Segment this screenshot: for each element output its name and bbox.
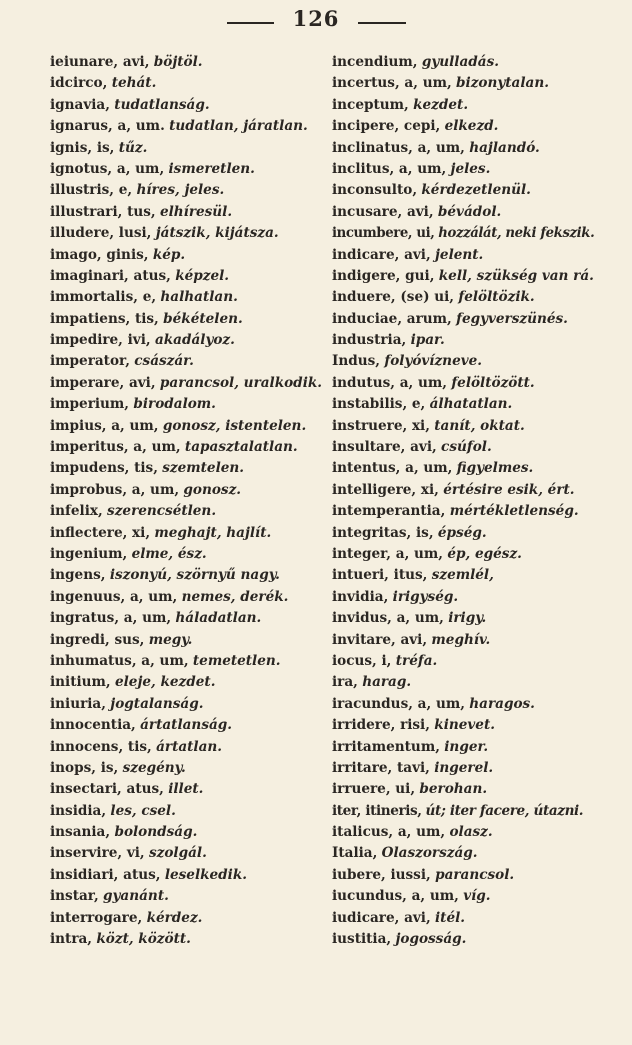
dictionary-entry [332, 266, 594, 287]
latin-headword: imperator, [50, 353, 130, 370]
hungarian-translation: gonosz. [183, 481, 242, 498]
hungarian-translation: elkezd. [444, 118, 499, 135]
dictionary-entry [50, 822, 322, 843]
hungarian-translation: ismeretlen. [168, 160, 255, 177]
hungarian-translation: fegyverszünés. [456, 310, 568, 327]
dictionary-entry [332, 758, 594, 779]
latin-headword: induere, (se) ui, [332, 289, 455, 306]
dictionary-entry [332, 416, 594, 437]
hungarian-translation: eleje, kezdet. [114, 674, 216, 691]
dictionary-entry [50, 287, 322, 308]
dictionary-entry [332, 715, 594, 736]
dictionary-entry [50, 223, 322, 244]
hungarian-translation: gyanánt. [103, 888, 169, 905]
hungarian-translation: ingerel. [434, 759, 494, 776]
dictionary-entry [50, 630, 322, 651]
latin-headword: invitare, avi, [332, 631, 428, 648]
latin-headword: ignavia, [50, 96, 110, 113]
hungarian-translation: tapasztalatlan. [184, 439, 298, 456]
page-number: 126 [292, 6, 340, 31]
dictionary-entry [332, 330, 594, 351]
hungarian-translation: ártatlan. [156, 738, 223, 755]
latin-headword: initium, [50, 674, 111, 691]
hungarian-translation: meghív. [431, 631, 491, 648]
dictionary-entry [332, 480, 594, 501]
latin-headword: instruere, xi, [332, 417, 430, 434]
latin-headword: incusare, avi, [332, 203, 434, 220]
hungarian-translation: bizonytalan. [456, 75, 549, 92]
hungarian-translation: megy. [148, 631, 193, 648]
dictionary-entry [50, 587, 322, 608]
hungarian-translation: szemtelen. [162, 460, 245, 477]
latin-headword: irritamentum, [332, 738, 440, 755]
dictionary-entry [50, 480, 322, 501]
latin-headword: iubere, iussi, [332, 866, 431, 883]
dictionary-entry [50, 159, 322, 180]
dictionary-entry [332, 565, 594, 586]
latin-headword: industria, [332, 332, 407, 349]
hungarian-translation: békételen. [163, 310, 243, 327]
hungarian-translation: felöltözik. [458, 289, 535, 306]
hungarian-translation: szegény. [122, 759, 186, 776]
dictionary-entry [332, 95, 594, 116]
hungarian-translation: illet. [168, 781, 204, 798]
hungarian-translation: szolgál. [148, 845, 207, 862]
latin-headword: interrogare, [50, 909, 143, 926]
hungarian-translation: háladatlan. [175, 610, 262, 627]
hungarian-translation: akadályoz. [154, 332, 235, 349]
hungarian-translation: szemlél, [431, 567, 494, 584]
latin-headword: ingredi, sus, [50, 631, 145, 648]
latin-headword: inconsulto, [332, 182, 418, 199]
hungarian-translation: itél. [435, 909, 466, 926]
latin-headword: imago, ginis, [50, 246, 149, 263]
latin-headword: iudicare, avi, [332, 909, 431, 926]
dictionary-entry [50, 437, 322, 458]
hungarian-translation: elhíresül. [159, 203, 233, 220]
dictionary-entry [50, 202, 322, 223]
latin-headword: invidus, a, um, [332, 610, 444, 627]
dictionary-entry [332, 630, 594, 651]
hungarian-translation: parancsol, uralkodik. [159, 374, 323, 391]
hungarian-translation: haragos. [469, 695, 535, 712]
dictionary-entry [50, 908, 322, 929]
latin-headword: iustitia, [332, 931, 392, 948]
dictionary-entry [50, 501, 322, 522]
latin-headword: inclitus, a, um, [332, 160, 447, 177]
latin-headword: incumbere, ui, [332, 225, 435, 242]
latin-headword: ignotus, a, um, [50, 160, 165, 177]
latin-headword: Indus, [332, 353, 381, 370]
latin-headword: iucundus, a, um, [332, 888, 459, 905]
latin-headword: imperare, avi, [50, 374, 156, 391]
latin-headword: inclinatus, a, um, [332, 139, 465, 156]
hungarian-translation: víg. [463, 888, 491, 905]
latin-headword: incendium, [332, 54, 418, 70]
latin-headword: ingenium, [50, 545, 128, 562]
latin-headword: irridere, risi, [332, 717, 430, 734]
latin-headword: impatiens, tis, [50, 310, 159, 327]
hungarian-translation: temetetlen. [192, 652, 281, 669]
latin-headword: impius, a, um, [50, 417, 159, 434]
latin-headword: induciae, arum, [332, 310, 452, 327]
hungarian-translation: halhatlan. [160, 289, 238, 306]
hungarian-translation: leselkedik. [164, 866, 247, 883]
latin-headword: imperium, [50, 396, 130, 413]
dictionary-entry [50, 544, 322, 565]
latin-headword: indigere, gui, [332, 267, 435, 284]
dictionary-entry [50, 95, 322, 116]
dictionary-entry [50, 245, 322, 266]
dictionary-entry [50, 886, 322, 907]
hungarian-translation: híres, jeles. [136, 182, 225, 199]
hungarian-translation: hozzálát, neki fekszik. [438, 225, 595, 242]
hungarian-translation: iszonyú, szörnyű nagy. [109, 567, 280, 584]
hungarian-translation: kinevet. [434, 717, 495, 734]
dictionary-entry [50, 737, 322, 758]
latin-headword: iocus, i, [332, 652, 392, 669]
dictionary-entry [332, 73, 594, 94]
dictionary-entry [332, 351, 594, 372]
latin-headword: incipere, cepi, [332, 118, 441, 135]
hungarian-translation: jogtalanság. [110, 695, 204, 712]
latin-headword: insidia, [50, 802, 107, 819]
hungarian-translation: kell, szükség van rá. [438, 267, 594, 284]
latin-headword: illustris, e, [50, 182, 133, 199]
dictionary-entry [332, 908, 594, 929]
hungarian-translation: harag. [362, 674, 412, 691]
hungarian-translation: játszik, kijátsza. [155, 225, 279, 242]
dictionary-entry [332, 287, 594, 308]
dictionary-entry [50, 309, 322, 330]
dictionary-entry [50, 180, 322, 201]
dictionary-entry [50, 523, 322, 544]
dictionary-entry [50, 843, 322, 864]
hungarian-translation: kérdez. [146, 909, 203, 926]
hungarian-translation: bolondság. [114, 824, 198, 841]
hungarian-translation: nemes, derék. [181, 588, 289, 605]
hungarian-translation: inger. [444, 738, 489, 755]
dictionary-entry [332, 501, 594, 522]
dictionary-entry [332, 202, 594, 223]
dictionary-entry [332, 801, 594, 822]
hungarian-translation: császár. [134, 353, 194, 370]
dictionary-entry [50, 330, 322, 351]
hungarian-translation: parancsol. [435, 866, 515, 883]
dictionary-entry [50, 565, 322, 586]
dictionary-entry [332, 223, 595, 244]
hungarian-translation: mértékletlenség. [449, 503, 579, 520]
dictionary-entry [50, 694, 322, 715]
dictionary-entry [50, 865, 322, 886]
hungarian-translation: meghajt, hajlít. [154, 524, 272, 541]
latin-headword: impedire, ivi, [50, 332, 151, 349]
latin-headword: inops, is, [50, 759, 119, 776]
dictionary-entry [332, 608, 594, 629]
dictionary-entry [50, 929, 322, 950]
page-header [0, 6, 632, 32]
header-rule-right [358, 22, 406, 24]
latin-headword: insidiari, atus, [50, 866, 161, 883]
hungarian-translation: felöltözött. [451, 374, 535, 391]
hungarian-translation: ipar. [410, 332, 445, 349]
hungarian-translation: tanít, oktat. [434, 417, 525, 434]
dictionary-entry [332, 672, 594, 693]
latin-headword: ira, [332, 674, 358, 691]
dictionary-entry [50, 715, 322, 736]
hungarian-translation: közt, között. [96, 931, 191, 948]
latin-headword: integritas, is, [332, 524, 434, 541]
dictionary-entry [332, 544, 594, 565]
dictionary-entry [332, 843, 594, 864]
hungarian-translation: tűz. [118, 139, 148, 156]
latin-headword: incertus, a, um, [332, 75, 452, 92]
dictionary-entry [50, 672, 322, 693]
dictionary-entry [332, 52, 594, 73]
dictionary-entry [50, 394, 322, 415]
dictionary-entry [332, 929, 594, 950]
dictionary-entry [332, 138, 594, 159]
dictionary-entry [50, 458, 322, 479]
dictionary-entry [332, 587, 594, 608]
hungarian-translation: kérdezetlenül. [421, 182, 531, 199]
dictionary-entry [50, 608, 322, 629]
latin-headword: irruere, ui, [332, 781, 416, 798]
hungarian-translation: kép. [152, 246, 186, 263]
dictionary-entry [50, 651, 322, 672]
dictionary-entry [332, 180, 594, 201]
dictionary-entry [50, 52, 322, 73]
latin-headword: infelix, [50, 503, 103, 520]
dictionary-entry [50, 116, 322, 137]
latin-headword: iniuria, [50, 695, 106, 712]
latin-headword: indutus, a, um, [332, 374, 447, 391]
dictionary-entry [332, 373, 594, 394]
hungarian-translation: bévádol. [437, 203, 502, 220]
dictionary-entry [332, 437, 594, 458]
latin-headword: inceptum, [332, 96, 409, 113]
dictionary-entry [332, 245, 594, 266]
latin-headword: iracundus, a, um, [332, 695, 465, 712]
dictionary-entry [332, 779, 594, 800]
latin-headword: impudens, tis, [50, 460, 158, 477]
latin-headword: instar, [50, 888, 99, 905]
hungarian-translation: les, csel. [110, 802, 176, 819]
latin-headword: intentus, a, um, [332, 460, 453, 477]
hungarian-translation: folyóvízneve. [384, 353, 482, 370]
dictionary-entry [50, 416, 322, 437]
latin-headword: intueri, itus, [332, 567, 428, 584]
hungarian-translation: tréfa. [395, 652, 438, 669]
dictionary-entry [50, 266, 322, 287]
hungarian-translation: birodalom. [133, 396, 216, 413]
hungarian-translation: tudatlanság. [114, 96, 210, 113]
dictionary-entry [50, 779, 322, 800]
hungarian-translation: figyelmes. [456, 460, 534, 477]
latin-headword: ignarus, a, um. [50, 118, 165, 135]
latin-headword: inservire, vi, [50, 845, 145, 862]
dictionary-entry [332, 886, 594, 907]
dictionary-entry [332, 309, 594, 330]
latin-headword: iter, itineris, [332, 802, 422, 819]
latin-headword: imperitus, a, um, [50, 439, 181, 456]
latin-headword: ingenuus, a, um, [50, 588, 178, 605]
hungarian-translation: irigység. [392, 588, 459, 605]
latin-headword: illudere, lusi, [50, 225, 152, 242]
latin-headword: insectari, atus, [50, 781, 164, 798]
latin-headword: ingens, [50, 567, 106, 584]
hungarian-translation: épség. [437, 524, 487, 541]
dictionary-entry [332, 651, 594, 672]
hungarian-translation: hajlandó. [469, 139, 540, 156]
dictionary-entry [332, 694, 594, 715]
hungarian-translation: jeles. [450, 160, 491, 177]
hungarian-translation: álhatatlan. [429, 396, 513, 413]
hungarian-translation: jelent. [435, 246, 484, 263]
hungarian-translation: csúfol. [441, 439, 492, 456]
latin-headword: imaginari, atus, [50, 267, 171, 284]
hungarian-translation: tudatlan, járatlan. [169, 118, 308, 135]
dictionary-entry [50, 138, 322, 159]
right-column [332, 52, 594, 950]
latin-headword: irritare, tavi, [332, 759, 430, 776]
dictionary-entry [50, 73, 322, 94]
dictionary-entry [50, 758, 322, 779]
latin-headword: ieiunare, avi, [50, 54, 150, 70]
dictionary-entry [332, 394, 594, 415]
dictionary-entry [332, 116, 594, 137]
latin-headword: intra, [50, 931, 93, 948]
latin-headword: intemperantia, [332, 503, 446, 520]
hungarian-translation: gyulladás. [421, 54, 499, 70]
latin-headword: improbus, a, um, [50, 481, 180, 498]
latin-headword: intelligere, xi, [332, 481, 439, 498]
latin-headword: insultare, avi, [332, 439, 437, 456]
latin-headword: Italia, [332, 845, 378, 862]
latin-headword: ignis, is, [50, 139, 115, 156]
header-rule-left [227, 22, 274, 24]
latin-headword: integer, a, um, [332, 545, 444, 562]
latin-headword: inhumatus, a, um, [50, 652, 189, 669]
latin-headword: insania, [50, 824, 111, 841]
dictionary-entry [332, 523, 594, 544]
hungarian-translation: szerencsétlen. [107, 503, 217, 520]
latin-headword: innocentia, [50, 717, 136, 734]
dictionary-entry [50, 351, 322, 372]
latin-headword: ingratus, a, um, [50, 610, 172, 627]
latin-headword: innocens, tis, [50, 738, 152, 755]
dictionary-entry [50, 373, 322, 394]
latin-headword: invidia, [332, 588, 389, 605]
latin-headword: indicare, avi, [332, 246, 431, 263]
dictionary-entry [332, 159, 594, 180]
hungarian-translation: ártatlanság. [140, 717, 233, 734]
hungarian-translation: értésire esik, ért. [443, 481, 575, 498]
hungarian-translation: tehát. [111, 75, 157, 92]
hungarian-translation: gonosz, istentelen. [162, 417, 307, 434]
hungarian-translation: berohan. [419, 781, 488, 798]
dictionary-entry [332, 822, 594, 843]
dictionary-entry [50, 801, 322, 822]
hungarian-translation: ép, egész. [447, 545, 522, 562]
hungarian-translation: elme, ész. [131, 545, 207, 562]
latin-headword: inflectere, xi, [50, 524, 151, 541]
hungarian-translation: irigy. [448, 610, 487, 627]
left-column [50, 52, 322, 950]
latin-headword: illustrari, tus, [50, 203, 156, 220]
dictionary-entry [332, 737, 594, 758]
hungarian-translation: olasz. [449, 824, 493, 841]
hungarian-translation: böjtöl. [153, 54, 203, 70]
latin-headword: instabilis, e, [332, 396, 426, 413]
hungarian-translation: kezdet. [413, 96, 469, 113]
latin-headword: immortalis, e, [50, 289, 157, 306]
hungarian-translation: Olaszország. [381, 845, 478, 862]
hungarian-translation: út; iter facere, útazni. [425, 802, 584, 819]
latin-headword: italicus, a, um, [332, 824, 446, 841]
dictionary-entry [332, 865, 594, 886]
latin-headword: idcirco, [50, 75, 108, 92]
dictionary-entry [332, 458, 594, 479]
hungarian-translation: képzel. [175, 267, 230, 284]
hungarian-translation: jogosság. [395, 931, 467, 948]
